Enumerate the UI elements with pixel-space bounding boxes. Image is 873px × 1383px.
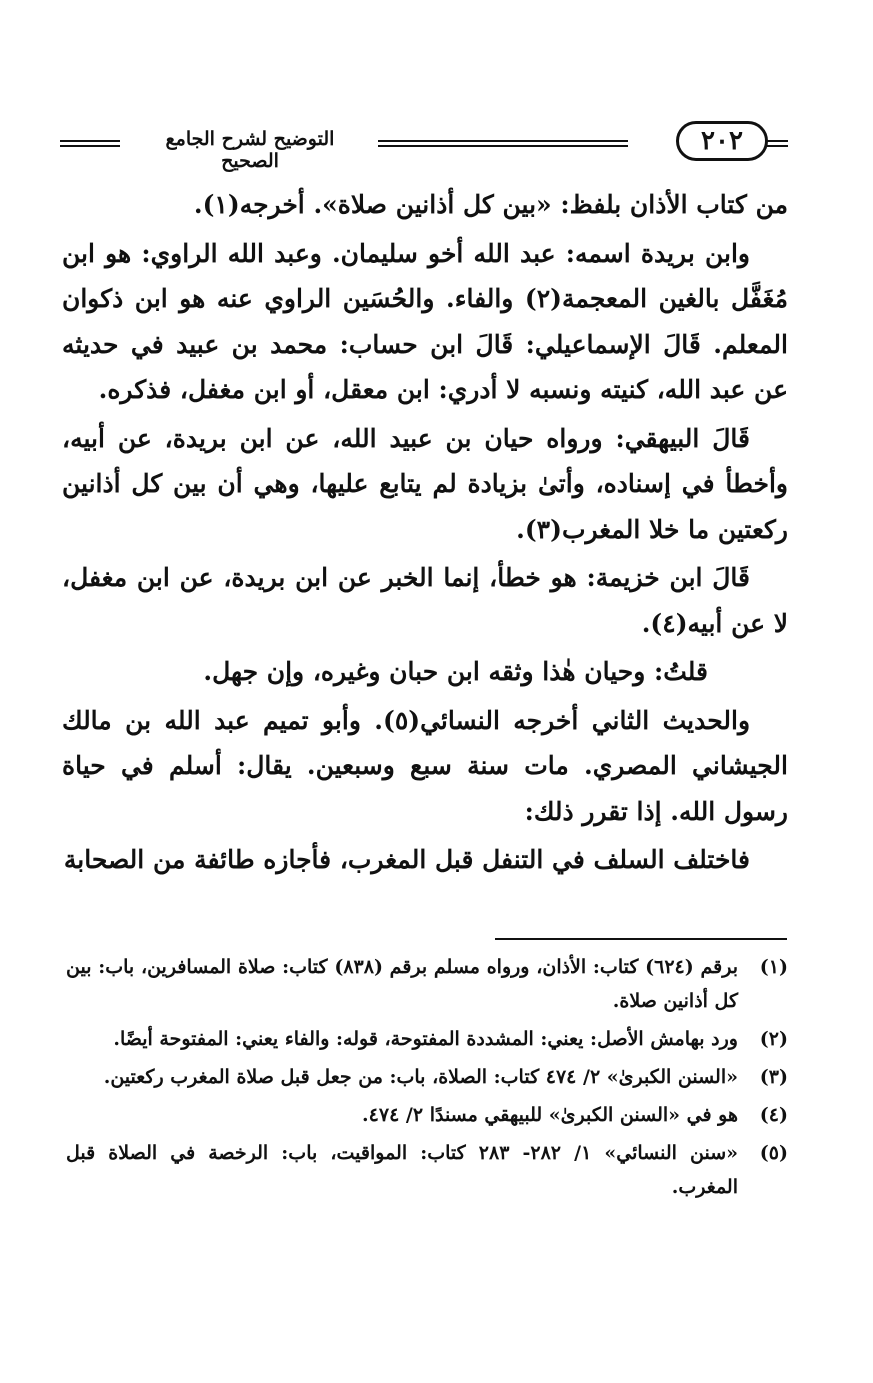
page-number: ٢٠٢ xyxy=(676,121,768,161)
footnote-number: (٥) xyxy=(759,1142,788,1164)
footnote-number: (٤) xyxy=(759,1104,788,1126)
paragraph: قلتُ: وحيان هٰذا وثقه ابن حبان وغيره، وإن جهل. xyxy=(203,657,708,686)
footnotes xyxy=(66,950,788,1208)
paragraph: فاختلف السلف في التنفل قبل المغرب، فأجازه طائفة من الصحابة xyxy=(63,845,750,874)
footnote-separator xyxy=(495,938,787,940)
header-rule-middle xyxy=(378,140,628,147)
footnote-number: (٢) xyxy=(759,1028,788,1050)
footnote-text: «سنن النسائي» ١/ ٢٨٢- ٢٨٣ كتاب: المواقيت، باب: الرخصة في الصلاة قبل المغرب. xyxy=(66,1142,738,1198)
paragraph: والحديث الثاني أخرجه النسائي(٥). وأبو تميم عبد الله بن مالك الجيشاني المصري. مات سنة سبع وسبعين. يقال: أسلم في حياة رسول الله. إذا تقرر ذلك: xyxy=(62,705,788,826)
running-title: التوضيح لشرح الجامع الصحيح xyxy=(165,128,335,172)
footnote-number: (٣) xyxy=(759,1066,788,1088)
paragraph: وابن بريدة اسمه: عبد الله أخو سليمان. وعبد الله الراوي: هو ابن مُغَفَّل بالغين المعجمة(٢) والفاء. والحُسَين الراوي عنه هو ابن ذكوان المعلم. قَالَ الإسماعيلي: قَالَ ابن حساب: محمد بن عبيد في حديثه عن عبد الله، كنيته ونسبه لا أدري: ابن معقل، أو ابن مغفل، فذكره. xyxy=(62,238,788,404)
paragraph: قَالَ ابن خزيمة: هو خطأ، إنما الخبر عن ابن بريدة، عن ابن مغفل، لا عن أبيه(٤). xyxy=(62,563,788,638)
footnote-text: هو في «السنن الكبرىٰ» للبيهقي مسندًا ٢/ ٤٧٤. xyxy=(362,1104,738,1126)
footnote xyxy=(66,1060,788,1094)
page-header xyxy=(60,118,788,170)
footnote-number: (١) xyxy=(759,956,788,978)
main-text xyxy=(62,182,788,886)
footnote xyxy=(66,1098,788,1132)
footnote-text: «السنن الكبرىٰ» ٢/ ٤٧٤ كتاب: الصلاة، باب: من جعل قبل صلاة المغرب ركعتين. xyxy=(103,1066,738,1088)
footnote-text: برقم (٦٢٤) كتاب: الأذان، ورواه مسلم برقم (٨٣٨) كتاب: صلاة المسافرين، باب: بين كل أذانين صلاة. xyxy=(66,956,738,1012)
paragraph: قَالَ البيهقي: ورواه حيان بن عبيد الله، عن ابن بريدة، عن أبيه، وأخطأ في إسناده، وأتىٰ بزيادة لم يتابع عليها، وهي أن بين كل أذانين ركعتين ما خلا المغرب(٣). xyxy=(62,423,788,544)
header-rule-left xyxy=(60,140,120,147)
footnote-text: ورد بهامش الأصل: يعني: المشددة المفتوحة، قوله: والفاء يعني: المفتوحة أيضًا. xyxy=(113,1028,738,1050)
paragraph: من كتاب الأذان بلفظ: «بين كل أذانين صلاة». أخرجه(١). xyxy=(193,190,788,219)
footnote xyxy=(66,950,788,1018)
footnote xyxy=(66,1136,788,1204)
footnote xyxy=(66,1022,788,1056)
